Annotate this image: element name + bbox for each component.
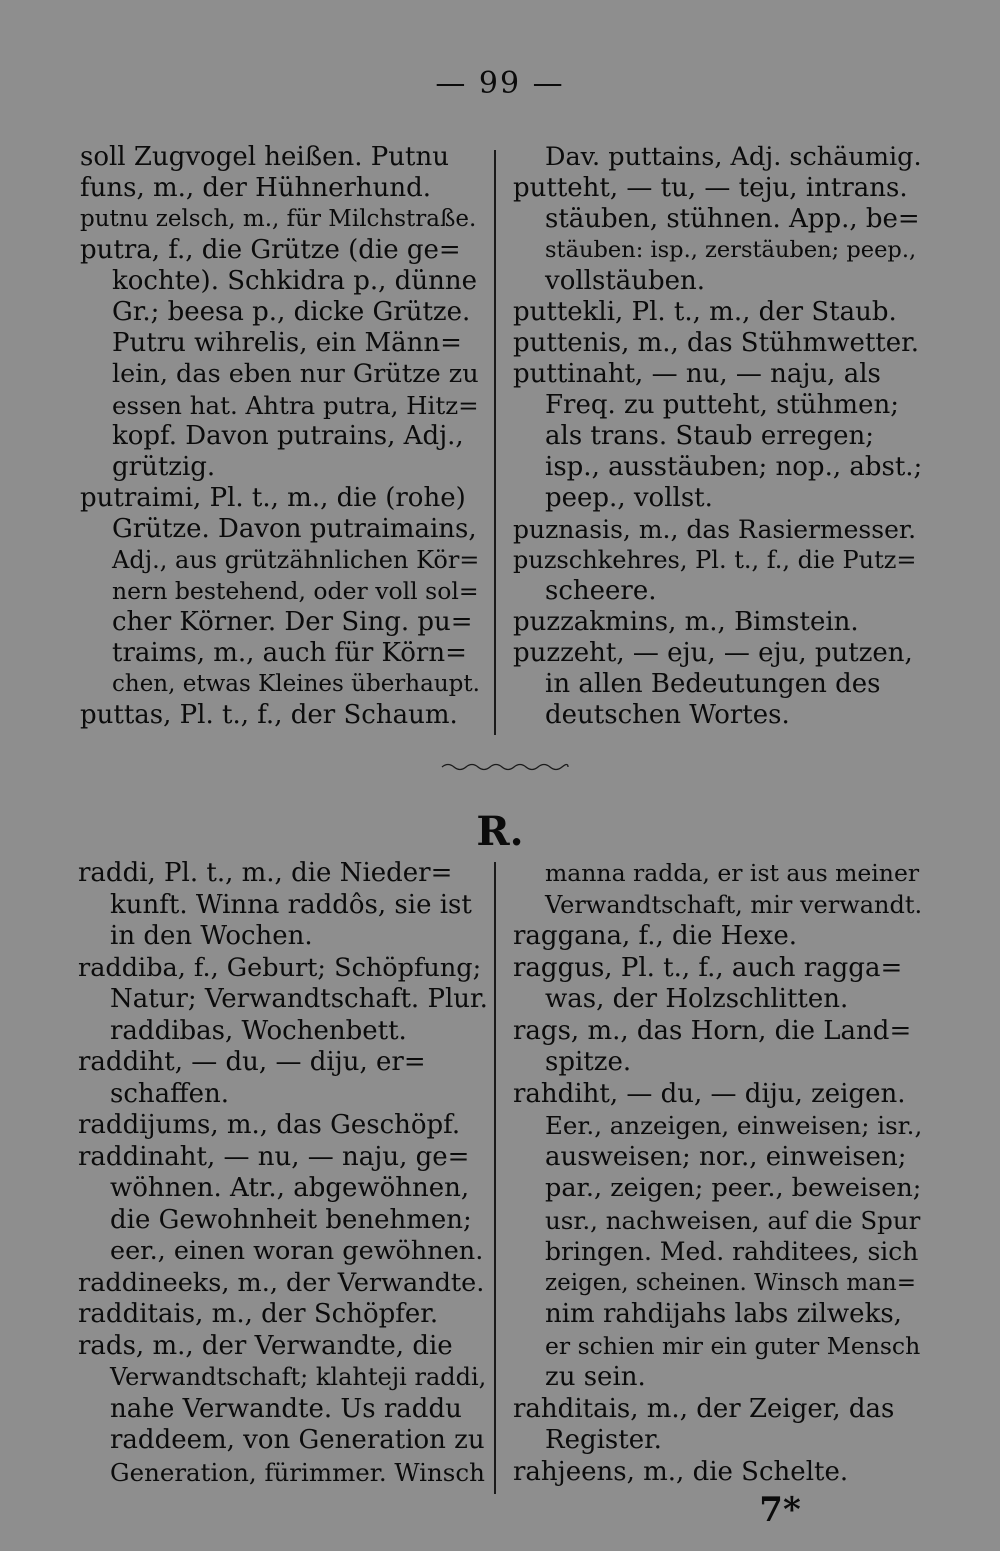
column-top-right (513, 142, 923, 731)
entry-line: stäuben: isp., zerstäuben; peep., (545, 237, 917, 263)
entry-line: vollstäuben. (545, 266, 706, 296)
entry-line: Verwandtschaft; klahteji raddi, (110, 1363, 487, 1391)
entry-line: in allen Bedeutungen des (545, 669, 881, 699)
entry-line: usr., nachweisen, auf die Spur (545, 1205, 921, 1235)
entry-line: zu sein. (545, 1362, 646, 1392)
entry-line: raddinaht, — nu, — naju, ge= (78, 1141, 470, 1172)
entry-line: stäuben, stühnen. App., be= (545, 204, 920, 234)
entry-line: soll Zugvogel heißen. Putnu (80, 142, 449, 172)
entry-line: nim rahdijahs labs zilweks, (545, 1299, 902, 1329)
page-number: — 99 — (435, 66, 565, 101)
entry-line: puttas, Pl. t., f., der Schaum. (80, 700, 458, 730)
entry-line: Register. (545, 1425, 662, 1455)
entry-line: Natur; Verwandtschaft. Plur. (110, 984, 488, 1014)
entry-line: traims, m., auch für Körn= (112, 638, 467, 668)
entry-line: rahjeens, m., die Schelte. (513, 1456, 849, 1487)
entry-line: puttinaht, — nu, — naju, als (513, 359, 881, 389)
entry-line: raddijums, m., das Geschöpf. (78, 1110, 461, 1140)
entry-line: raddeem, von Generation zu (110, 1425, 485, 1455)
entry-line: rahdiht, — du, — diju, zeigen. (513, 1078, 906, 1109)
entry-line: spitze. (545, 1047, 632, 1077)
entry-line: chen, etwas Kleines überhaupt. (112, 671, 480, 697)
entry-line: kochte). Schkidra p., dünne (112, 266, 477, 296)
entry-line: Freq. zu putteht, stühmen; (545, 390, 899, 420)
entry-line: puzzakmins, m., Bimstein. (513, 607, 859, 637)
entry-line: putra, f., die Grütze (die ge= (80, 235, 461, 265)
entry-line: puzschkehres, Pl. t., f., die Putz= (513, 546, 917, 574)
entry-line: kopf. Davon putrains, Adj., (112, 421, 464, 451)
entry-line: Adj., aus grützähnlichen Kör= (112, 546, 480, 574)
entry-line: nern bestehend, oder voll sol= (112, 577, 479, 605)
entry-line: putteht, — tu, — teju, intrans. (513, 173, 908, 203)
entry-line: Gr.; beesa p., dicke Grütze. (112, 297, 471, 327)
entry-line: raggana, f., die Hexe. (513, 921, 797, 951)
entry-line: bringen. Med. rahditees, sich (545, 1237, 919, 1266)
entry-line: raddi, Pl. t., m., die Nieder= (78, 858, 453, 888)
column-top-left (80, 142, 480, 731)
entry-line: Eer., anzeigen, einweisen; isr., (545, 1111, 923, 1140)
entry-line: was, der Holzschlitten. (545, 984, 849, 1014)
entry-line: raggus, Pl. t., f., auch ragga= (513, 952, 903, 983)
entry-line: Putru wihrelis, ein Männ= (112, 328, 462, 358)
section-ornament (440, 760, 570, 774)
entry-line: raddibas, Wochenbett. (110, 1015, 407, 1046)
entry-line: putnu zelsch, m., für Milchstraße. (80, 206, 477, 232)
entry-line: eer., einen woran gewöhnen. (110, 1236, 484, 1266)
entry-line: peep., vollst. (545, 483, 713, 513)
entry-line: zeigen, scheinen. Winsch man= (545, 1269, 916, 1296)
entry-line: par., zeigen; peer., beweisen; (545, 1173, 922, 1203)
entry-line: als trans. Staub erregen; (545, 421, 874, 451)
entry-line: Grütze. Davon putraimains, (112, 514, 477, 544)
column-divider (494, 150, 496, 735)
entry-line: wöhnen. Atr., abgewöhnen, (110, 1173, 470, 1203)
entry-line: manna radda, er ist aus meiner (545, 859, 920, 887)
section-letter: R. (476, 808, 524, 855)
entry-line: radditais, m., der Schöpfer. (78, 1299, 439, 1329)
entry-line: raddiba, f., Geburt; Schöpfung; (78, 952, 482, 983)
entry-line: scheere. (545, 576, 657, 606)
entry-line: cher Körner. Der Sing. pu= (112, 607, 473, 637)
entry-line: rahditais, m., der Zeiger, das (513, 1393, 895, 1424)
entry-line: raddineeks, m., der Verwandte. (78, 1267, 485, 1298)
entry-line: schaffen. (110, 1078, 230, 1109)
entry-line: Dav. puttains, Adj. schäumig. (545, 142, 922, 172)
entry-line: nahe Verwandte. Us raddu (110, 1393, 462, 1424)
column-bottom-right (513, 858, 923, 1488)
entry-line: rads, m., der Verwandte, die (78, 1330, 453, 1361)
entry-line: er schien mir ein guter Mensch (545, 1331, 921, 1360)
entry-line: die Gewohnheit benehmen; (110, 1204, 472, 1235)
entry-line: Verwandtschaft, mir verwandt. (545, 890, 923, 919)
entry-line: rags, m., das Horn, die Land= (513, 1015, 912, 1046)
entry-line: puzzeht, — eju, — eju, putzen, (513, 638, 913, 668)
entry-line: funs, m., der Hühnerhund. (80, 173, 432, 203)
column-divider (494, 862, 496, 1494)
entry-line: in den Wochen. (110, 921, 313, 951)
entry-line: grützig. (112, 452, 216, 482)
column-bottom-left (78, 858, 488, 1488)
entry-line: ausweisen; nor., einweisen; (545, 1141, 907, 1172)
entry-line: Generation, fürimmer. Winsch (110, 1457, 485, 1487)
entry-line: deutschen Wortes. (545, 700, 790, 730)
entry-line: putraimi, Pl. t., m., die (rohe) (80, 483, 466, 513)
entry-line: puttenis, m., das Stühmwetter. (513, 328, 919, 358)
entry-line: puznasis, m., das Rasiermesser. (513, 515, 917, 544)
printer-signature: 7* (759, 1490, 801, 1530)
entry-line: puttekli, Pl. t., m., der Staub. (513, 297, 897, 327)
entry-line: lein, das eben nur Grütze zu (112, 359, 479, 389)
entry-line: isp., ausstäuben; nop., abst.; (545, 452, 923, 482)
entry-line: kunft. Winna raddôs, sie ist (110, 889, 472, 920)
entry-line: essen hat. Ahtra putra, Hitz= (112, 391, 479, 420)
entry-line: raddiht, — du, — diju, er= (78, 1047, 426, 1077)
